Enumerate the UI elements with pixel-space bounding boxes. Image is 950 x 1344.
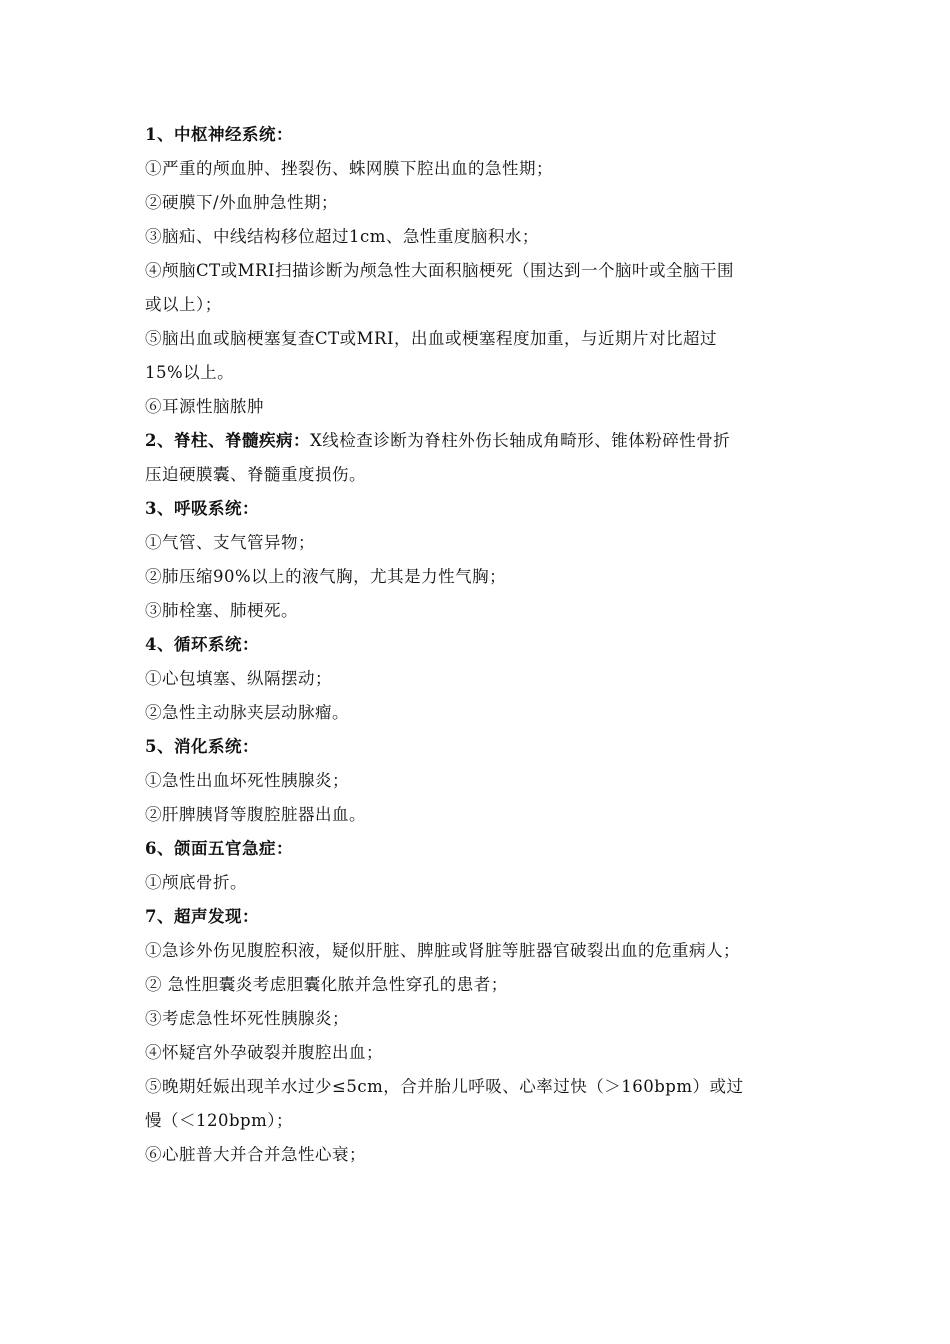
section-spine-text: X线检查诊断为脊柱外伤长轴成角畸形、锥体粉碎性骨折 xyxy=(309,431,731,450)
list-item: ⑥心脏普大并合并急性心衰； xyxy=(145,1145,366,1164)
list-item: ②急性主动脉夹层动脉瘤。 xyxy=(145,703,349,722)
document-page xyxy=(145,118,810,1172)
list-item: ②肺压缩90%以上的液气胸，尤其是力性气胸； xyxy=(145,567,507,586)
section-heading-circulatory: 4、循环系统： xyxy=(145,635,259,654)
list-item-continuation: 慢（＜120bpm）； xyxy=(145,1111,294,1130)
section-spine xyxy=(145,424,810,458)
list-item: ② 急性胆囊炎考虑胆囊化脓并急性穿孔的患者； xyxy=(145,975,508,994)
list-item-continuation: 压迫硬膜囊、脊髓重度损伤。 xyxy=(145,465,366,484)
section-heading-ultrasound: 7、超声发现： xyxy=(145,907,259,926)
section-heading-respiratory: 3、呼吸系统： xyxy=(145,499,259,518)
section-heading-spine: 2、脊柱、脊髓疾病： xyxy=(145,431,310,450)
list-item: ①心包填塞、纵隔摆动； xyxy=(145,669,332,688)
list-item: ③考虑急性坏死性胰腺炎； xyxy=(145,1009,349,1028)
list-item: ④颅脑CT或MRI扫描诊断为颅急性大面积脑梗死（围达到一个脑叶或全脑干围 xyxy=(145,261,734,280)
list-item: ④怀疑宫外孕破裂并腹腔出血； xyxy=(145,1043,383,1062)
list-item: ③脑疝、中线结构移位超过1cm、急性重度脑积水； xyxy=(145,227,539,246)
section-heading-digestive: 5、消化系统： xyxy=(145,737,259,756)
list-item: ③肺栓塞、肺梗死。 xyxy=(145,601,298,620)
list-item-continuation: 15%以上。 xyxy=(145,363,235,382)
list-item: ⑤晚期妊娠出现羊水过少≤5cm，合并胎儿呼吸、心率过快（＞160bpm）或过 xyxy=(145,1077,744,1096)
list-item: ⑤脑出血或脑梗塞复查CT或MRI，出血或梗塞程度加重，与近期片对比超过 xyxy=(145,329,717,348)
list-item: ⑥耳源性脑脓肿 xyxy=(145,397,264,416)
section-heading-cns: 1、中枢神经系统： xyxy=(145,125,293,144)
list-item: ①急诊外伤见腹腔积液，疑似肝脏、脾脏或肾脏等脏器官破裂出血的危重病人； xyxy=(145,941,740,960)
list-item: ②硬膜下/外血肿急性期； xyxy=(145,193,339,212)
list-item: ①颅底骨折。 xyxy=(145,873,247,892)
list-item: ②肝脾胰肾等腹腔脏器出血。 xyxy=(145,805,366,824)
section-heading-maxillofacial: 6、颌面五官急症： xyxy=(145,839,293,858)
list-item: ①气管、支气管异物； xyxy=(145,533,315,552)
list-item-continuation: 或以上）； xyxy=(145,295,222,314)
list-item: ①严重的颅血肿、挫裂伤、蛛网膜下腔出血的急性期； xyxy=(145,159,553,178)
list-item: ①急性出血坏死性胰腺炎； xyxy=(145,771,349,790)
